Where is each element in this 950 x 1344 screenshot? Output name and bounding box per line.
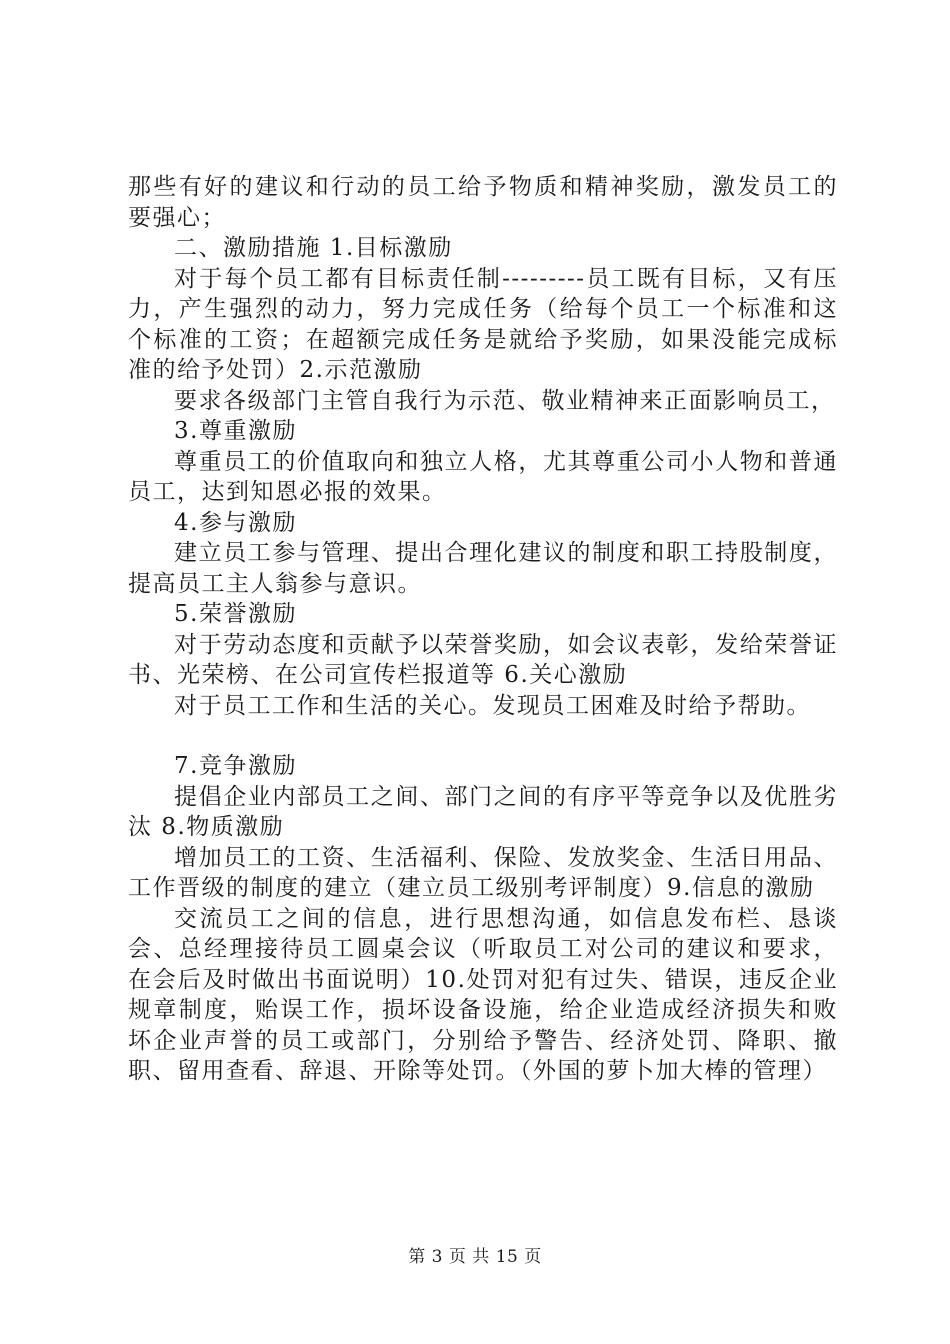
heading-participation-incentive: 4.参与激励 <box>174 509 297 536</box>
paragraph-competition-incentive: 提倡企业内部员工之间、部门之间的有序平等竞争以及优胜劣汰 8.物质激励 <box>128 783 838 840</box>
paragraph-material-incentive: 增加员工的工资、生活福利、保险、发放奖金、生活日用品、工作晋级的制度的建立（建立员工级别考评制度）9.信息的激励 <box>128 844 838 901</box>
paragraph-honor-incentive: 对于劳动态度和贡献予以荣誉奖励，如会议表彰，发给荣誉证书、光荣榜、在公司宣传栏报道等 6.关心激励 <box>128 631 838 688</box>
document-body <box>128 172 838 1087</box>
paragraph-participation-incentive: 建立员工参与管理、提出合理化建议的制度和职工持股制度，提高员工主人翁参与意识。 <box>128 540 838 597</box>
paragraph-demonstration-incentive: 要求各级部门主管自我行为示范、敬业精神来正面影响员工， <box>174 387 836 414</box>
paragraph-target-incentive: 对于每个员工都有目标责任制---------员工既有目标，又有压力，产生强烈的动力，努力完成任务（给每个员工一个标准和这个标准的工资；在超额完成任务是就给予奖励，如果没能完成标准的给予处罚）2.示范激励 <box>128 265 838 383</box>
heading-respect-incentive: 3.尊重激励 <box>174 418 297 444</box>
paragraph-respect-incentive: 尊重员工的价值取向和独立人格，尤其尊重公司小人物和普通员工，达到知恩必报的效果。 <box>128 448 838 505</box>
paragraph-care-incentive: 对于员工工作和生活的关心。发现员工困难及时给予帮助。 <box>174 692 811 719</box>
section-heading-measures: 二、激励措施 1.目标激励 <box>174 235 453 261</box>
page-number-footer: 第 3 页 共 15 页 <box>408 1247 542 1267</box>
heading-competition-incentive: 7.竞争激励 <box>174 753 297 779</box>
paragraph-continuation: 那些有好的建议和行动的员工给予物质和精神奖励，激发员工的要强心； <box>128 174 838 231</box>
heading-honor-incentive: 5.荣誉激励 <box>174 601 297 627</box>
paragraph-information-incentive: 交流员工之间的信息，进行思想沟通，如信息发布栏、恳谈会、总经理接待员工圆桌会议（听取员工对公司的建议和要求，在会后及时做出书面说明）10.处罚对犯有过失、错误，违反企业规章制度，贻误工作，损坏设备设施，给企业造成经济损失和败坏企业声誉的员工或部门，分别给予警告、经济处罚、降职、撤职、留用查看、辞退、开除等处罚。（外国的萝卜加大棒的管理） <box>128 905 838 1084</box>
paragraph-gap <box>128 721 838 751</box>
